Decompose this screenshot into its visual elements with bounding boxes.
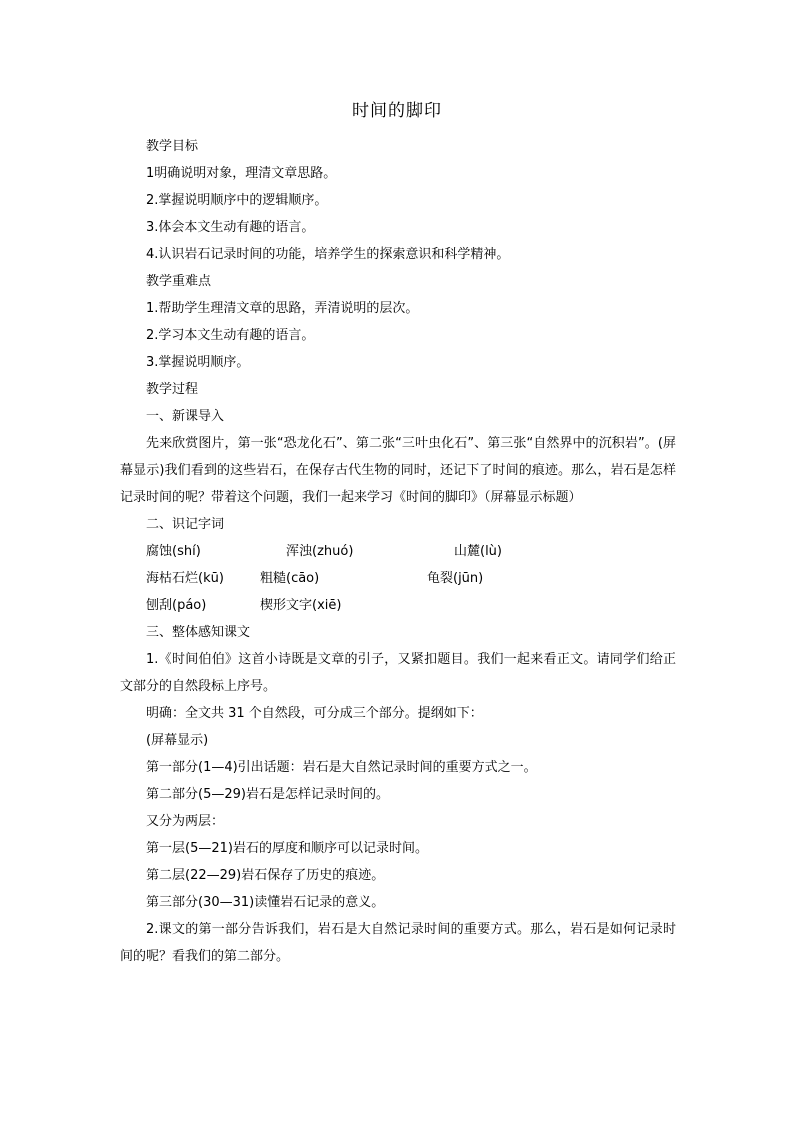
overview-paragraph-1: 1.《时间伯伯》这首小诗既是文章的引子，又紧扣题目。我们一起来看正文。请同学们给正文部分的自然段标上序号。 (120, 652, 676, 694)
outline-line: 第三部分(30—31)读懂岩石记录的意义。 (146, 895, 385, 910)
vocab-word: 龟裂(jūn) (427, 571, 484, 586)
goal-item-1: 1明确说明对象，理清文章思路。 (146, 166, 337, 181)
key-point-item-3: 3.掌握说明顺序。 (146, 355, 250, 370)
outline-line: (屏幕显示) (146, 733, 209, 748)
vocab-row-2 (120, 565, 676, 592)
key-points-heading: 教学重难点 (146, 274, 212, 289)
overview-paragraph-2: 2.课文的第一部分告诉我们，岩石是大自然记录时间的重要方式。那么，岩石是如何记录时间的呢？看我们的第二部分。 (120, 922, 676, 964)
key-point-item-2: 2.学习本文生动有趣的语言。 (146, 328, 315, 343)
outline-line: 又分为两层： (146, 814, 225, 829)
intro-heading: 一、新课导入 (146, 409, 225, 424)
vocab-row-1 (120, 538, 676, 565)
goal-item-4: 4.认识岩石记录时间的功能，培养学生的探索意识和科学精神。 (146, 247, 510, 262)
vocab-word: 刨刮(páo) (146, 598, 207, 613)
key-point-item-1: 1.帮助学生理清文章的思路，弄清说明的层次。 (146, 301, 419, 316)
vocab-word: 粗糙(cāo) (260, 571, 320, 586)
vocab-word: 浑浊(zhuó) (286, 544, 354, 559)
vocab-word: 海枯石烂(kū) (146, 571, 224, 586)
vocab-heading: 二、识记字词 (146, 517, 225, 532)
outline-line: 第一部分(1—4)引出话题：岩石是大自然记录时间的重要方式之一。 (146, 760, 537, 775)
outline-line: 第二层(22—29)岩石保存了历史的痕迹。 (146, 868, 385, 883)
vocab-word: 腐蚀(shí) (146, 544, 201, 559)
vocab-word: 山麓(lù) (454, 544, 502, 559)
outline-line: 明确：全文共 31 个自然段，可分成三个部分。提纲如下： (146, 706, 483, 721)
outline-line: 第一层(5—21)岩石的厚度和顺序可以记录时间。 (146, 841, 428, 856)
goals-heading: 教学目标 (146, 139, 199, 154)
goal-item-3: 3.体会本文生动有趣的语言。 (146, 220, 315, 235)
outline-line: 第二部分(5—29)岩石是怎样记录时间的。 (146, 787, 389, 802)
vocab-row-3 (120, 592, 676, 619)
process-heading: 教学过程 (146, 382, 199, 397)
document-title: 时间的脚印 (352, 101, 442, 121)
document-body (120, 133, 676, 970)
goal-item-2: 2.掌握说明顺序中的逻辑顺序。 (146, 193, 328, 208)
overview-heading: 三、整体感知课文 (146, 625, 251, 640)
intro-paragraph: 先来欣赏图片，第一张“恐龙化石”、第二张“三叶虫化石”、第三张“自然界中的沉积岩”。(屏幕显示)我们看到的这些岩石，在保存古代生物的同时，还记下了时间的痕迹。那么，岩石是怎样记录时间的呢？带着这个问题，我们一起来学习《时间的脚印》（屏幕显示标题） (120, 436, 676, 505)
vocab-word: 楔形文字(xiē) (260, 598, 342, 613)
